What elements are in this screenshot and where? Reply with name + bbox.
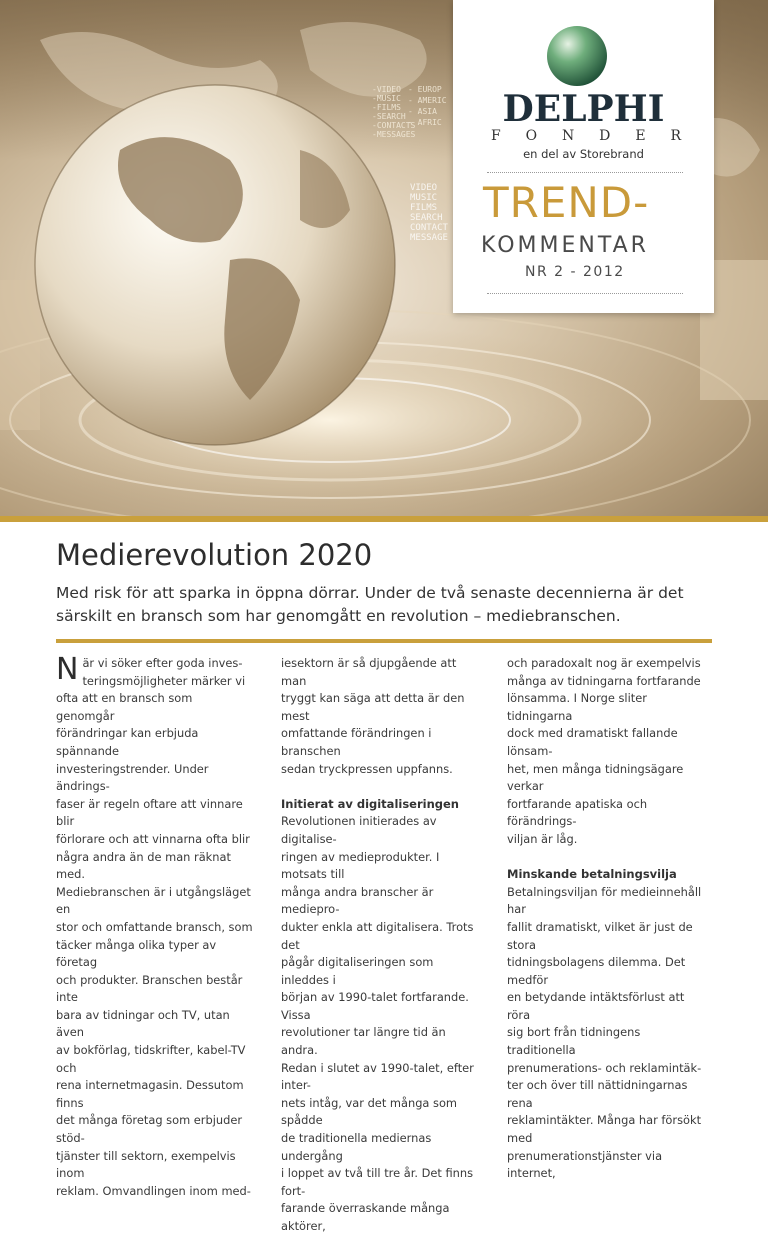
text-line: några andra än de man räknat med. (56, 849, 231, 882)
text-line: i loppet av två till tre år. Det finns fort- (281, 1166, 474, 1198)
text-line: ter och över till nättidningarnas rena (507, 1078, 688, 1110)
text-line: bara av tidningar och TV, utan även (56, 1007, 230, 1040)
text-line: sig bort från tidningens traditionella (507, 1025, 641, 1058)
text-line: reklam. Omvandlingen inom med- (56, 1183, 251, 1198)
hero-bottom-rule (0, 516, 768, 522)
text-line: dock med dramatiskt fallande lönsam- (507, 726, 678, 758)
text-line: Betalningsviljan för medieinnehåll har (507, 884, 702, 917)
text-line: prenumerationstjänster via internet, (507, 1148, 663, 1181)
text-line: är vi söker efter goda inves- (82, 656, 243, 670)
logo-letter: D (599, 128, 611, 144)
text-line: farande överraskande många aktörer, (281, 1201, 450, 1233)
text-line: fallit dramatiskt, vilket är just de stora (507, 919, 693, 952)
text-line: Mediebranschen är i utgångsläget en (56, 884, 251, 917)
text-line: viljan är låg. (507, 831, 578, 846)
masthead-card (453, 0, 714, 313)
svg-text:VIDEO MUSIC FILMS: VIDEO MUSIC FILMS SEARCH CONTACT MESSAGE (410, 183, 448, 243)
subheading-betalningsvilja: Minskande betalningsvilja (507, 867, 677, 882)
text-line: reklamintäkter. Många har försökt med (507, 1113, 702, 1146)
dotted-divider (487, 172, 683, 173)
text-line: många av tidningarna fortfarande (507, 673, 701, 688)
logo-subtitle: en del av Storebrand (523, 147, 644, 161)
text-line: revolutioner tar längre tid än andra. (281, 1025, 446, 1058)
logo-name: DELPHI (502, 88, 665, 130)
text-line: iesektorn är så djupgående att man (281, 656, 457, 688)
text-line: förändringar kan erbjuda spännande (56, 726, 199, 758)
text-line: förlorare och att vinnarna ofta blir (56, 831, 250, 846)
column-2 (281, 655, 479, 1236)
delphi-sphere-logo-icon (545, 24, 609, 88)
text-line: Redan i slutet av 1990-talet, efter inter- (281, 1060, 474, 1093)
text-line: en betydande intäktsförlust att röra (507, 990, 685, 1022)
text-line: det många företag som erbjuder stöd- (56, 1113, 243, 1146)
logo-letter: N (562, 128, 575, 144)
section-rule (56, 639, 712, 643)
text-line: rena internetmagasin. Dessutom finns (56, 1078, 244, 1110)
dropcap: N (56, 652, 79, 687)
masthead-kommentar: KOMMENTAR (481, 233, 649, 258)
text-line: och paradoxalt nog är exempelvis (507, 656, 701, 670)
text-line: lönsamma. I Norge sliter tidningarna (507, 691, 647, 723)
article-title: Medierevolution 2020 (56, 538, 373, 572)
text-line: Revolutionen initierades av digitalise- (281, 814, 437, 846)
text-line: ringen av medieprodukter. I motsats till (281, 849, 440, 882)
text-line: pågår digitaliseringen som inleddes i (281, 955, 434, 987)
text-line: många andra branscher är mediepro- (281, 884, 434, 917)
text-line: sedan tryckpressen uppfanns. (281, 761, 453, 776)
text-line: tryggt kan säga att detta är den mest (281, 691, 465, 723)
logo-letter: E (635, 128, 646, 144)
text-line: prenumerations- och reklamintäk- (507, 1060, 702, 1075)
text-line: tidningsbolagens dilemma. Det medför (507, 955, 686, 987)
text-line: ofta att en bransch som genomgår (56, 691, 193, 723)
text-line: dukter enkla att digitalisera. Trots det (281, 919, 474, 952)
logo-fonder (491, 128, 681, 144)
text-line: början av 1990-talet fortfarande. Vissa (281, 990, 469, 1022)
text-line: de traditionella mediernas undergång (281, 1131, 432, 1163)
text-line: av bokförlag, tidskrifter, kabel-TV och (56, 1043, 246, 1075)
subheading-digitalisering: Initierat av digitaliseringen (281, 796, 459, 811)
text-line: och produkter. Branschen består inte (56, 972, 243, 1005)
issue-number: NR 2 - 2012 (525, 264, 625, 280)
masthead-trend: TREND- (483, 178, 650, 227)
dotted-divider (487, 293, 683, 294)
text-line: het, men många tidningsägare verkar (507, 761, 684, 794)
column-3 (507, 655, 705, 1183)
logo-letter: F (491, 128, 501, 144)
logo-letter: O (525, 128, 538, 144)
hero-menu-text: -VIDEO (372, 85, 401, 94)
text-line: nets intåg, var det många som spådde (281, 1095, 458, 1128)
column-1 (56, 652, 254, 1200)
text-line: täcker många olika typer av företag (56, 937, 217, 970)
svg-text:- EUROP - AMERIC -: - EUROP - AMERIC - ASIA - AFRIC (408, 85, 447, 127)
text-line: fortfarande apatiska och förändrings- (507, 796, 648, 829)
text-line: faser är regeln oftare att vinnare blir (56, 796, 243, 829)
text-line: stor och omfattande bransch, som (56, 919, 253, 934)
svg-text:-VIDEO -MUSIC -FIL: -VIDEO -MUSIC -FILMS -SEARCH -CONTACTS -MESSAGES (372, 85, 416, 139)
logo-letter: R (670, 128, 681, 144)
text-line: teringsmöjligheter märker vi (82, 673, 246, 688)
article-lead: Med risk för att sparka in öppna dörrar. Under de två senaste decennierna är det särskilt en bransch som har genomgått en revolution – mediebranschen. (56, 584, 684, 625)
text-line: omfattande förändringen i branschen (281, 726, 432, 758)
text-line: tjänster till sektorn, exempelvis inom (56, 1148, 236, 1181)
text-line: investeringstrender. Under ändrings- (56, 761, 209, 794)
